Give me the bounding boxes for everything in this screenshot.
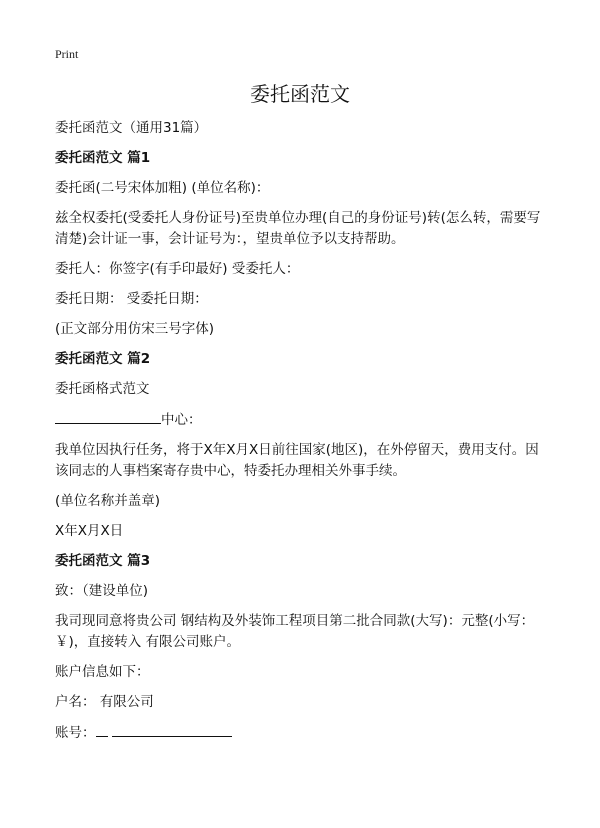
section-1-line-3: 委托人：你签字(有手印最好) 受委托人：	[55, 261, 300, 277]
section-2-center-line	[55, 409, 545, 431]
section-1-heading: 委托函范文 篇1	[55, 150, 151, 166]
section-3-to: 致：（建设单位)	[55, 583, 149, 599]
section-3-account-name: 户名： 有限公司	[55, 694, 154, 710]
fill-in-blank	[55, 409, 161, 424]
section-3-heading: 委托函范文 篇3	[55, 553, 151, 569]
section-2-body: 我单位因执行任务，将于X年X月X日前往国家(地区)，在外停留天，费用支付。因该同志的人事档案寄存贵中心，特委托办理相关外事手续。	[55, 442, 539, 479]
account-no-label: 账号：	[55, 725, 96, 741]
print-label: Print	[55, 47, 79, 61]
section-1-line-4: 委托日期： 受委托日期：	[55, 291, 208, 307]
section-3-body: 我司现同意将贵公司 钢结构及外装饰工程项目第二批合同款(大写)：元整(小写：￥)，直接转入 有限公司账户。	[55, 613, 535, 650]
page-title: 委托函范文	[250, 82, 350, 106]
fill-in-blank	[96, 722, 108, 737]
section-2-heading: 委托函范文 篇2	[55, 351, 151, 367]
document-body	[55, 118, 545, 753]
fill-in-blank	[112, 722, 232, 737]
section-1-line-2: 兹全权委托(受委托人身份证号)至贵单位办理(自己的身份证号)转(怎么转，需要写清楚)会计证一事，会计证号为：，望贵单位予以支持帮助。	[55, 210, 541, 247]
section-2-seal: (单位名称并盖章)	[55, 493, 161, 509]
section-2-intro: 委托函格式范文	[55, 381, 150, 397]
section-1-line-1: 委托函(二号宋体加粗) (单位名称)：	[55, 180, 270, 196]
section-1-line-5: (正文部分用仿宋三号字体)	[55, 321, 215, 337]
document-subtitle: 委托函范文（通用31篇）	[55, 120, 208, 136]
section-3-account-info: 账户信息如下：	[55, 664, 150, 680]
section-2-center-suffix: 中心：	[161, 412, 202, 428]
section-2-date: X年X月X日	[55, 523, 124, 539]
section-3-account-no	[55, 722, 545, 744]
